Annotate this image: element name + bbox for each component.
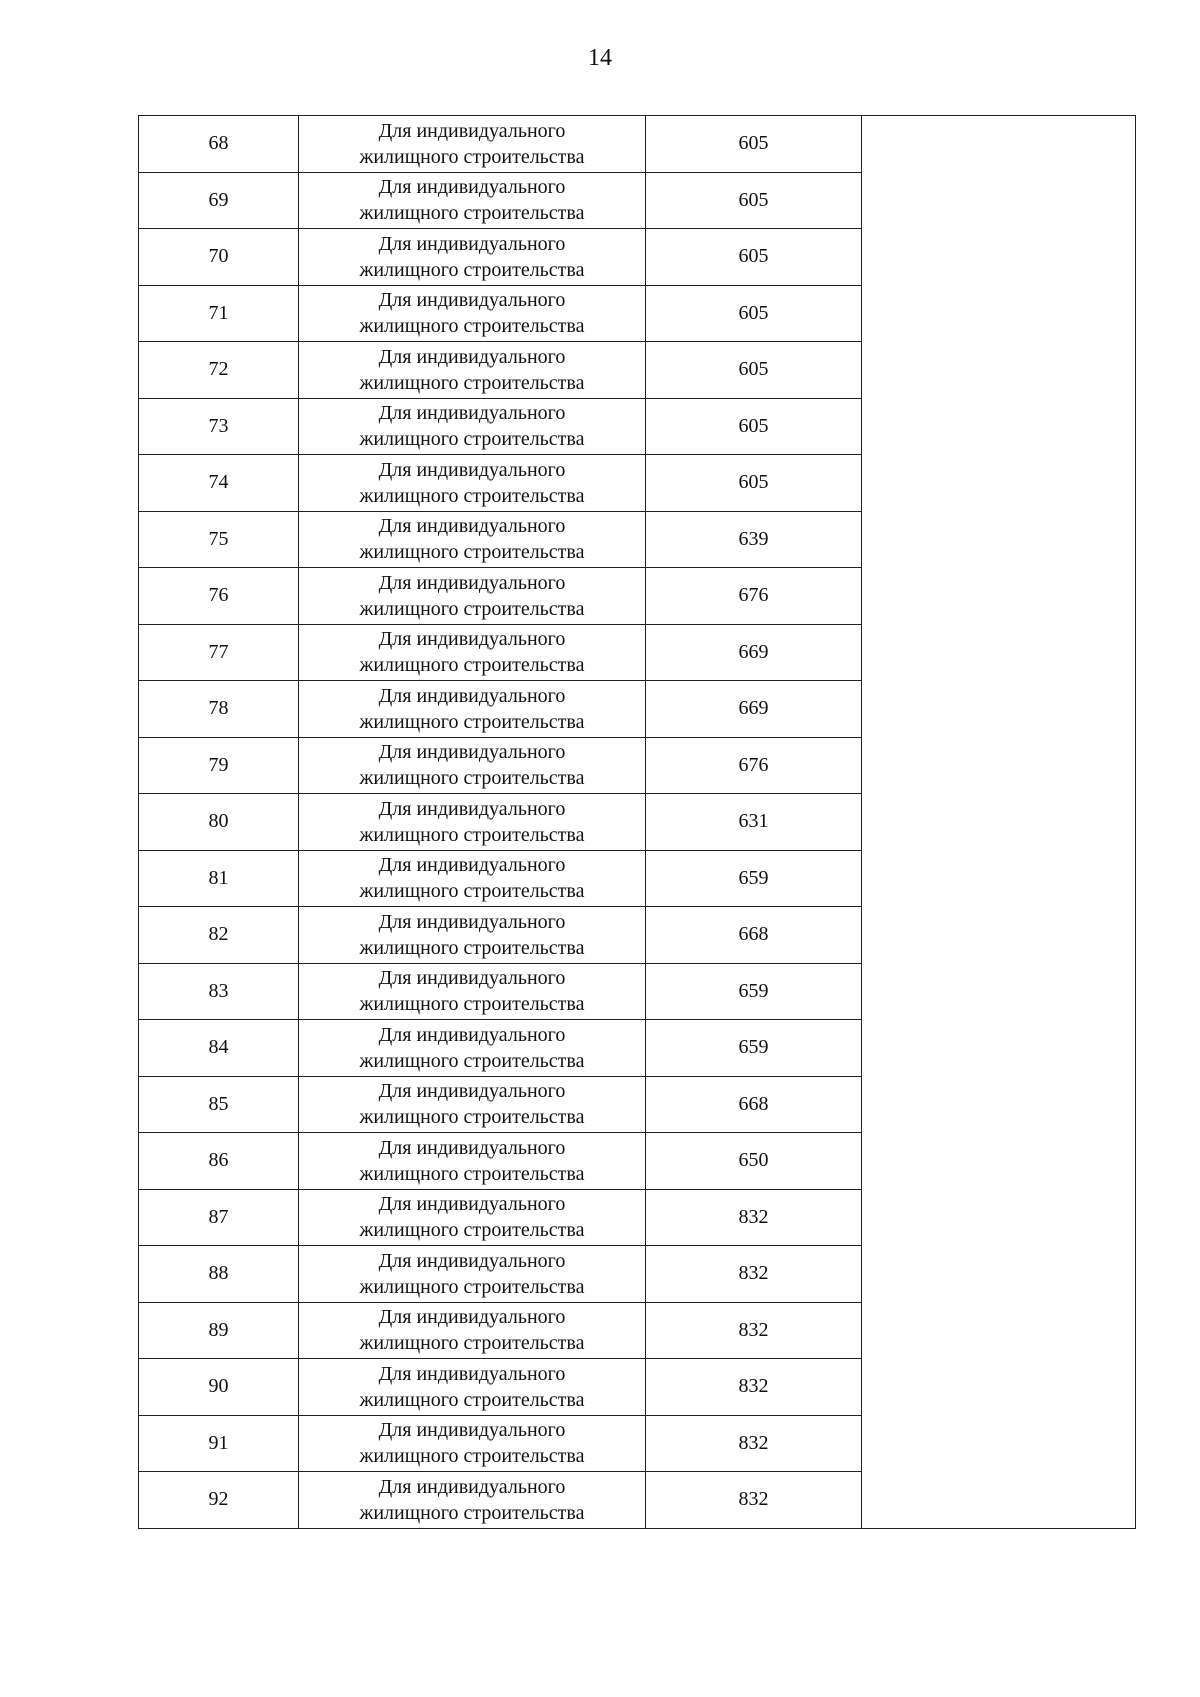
row-number-cell: 83: [139, 963, 299, 1020]
page-number: 14: [588, 45, 612, 71]
purpose-line-1: Для индивидуального: [378, 571, 566, 594]
purpose-line-1: Для индивидуального: [378, 1080, 566, 1103]
row-number-cell: 72: [139, 342, 299, 399]
purpose-line-1: Для индивидуального: [378, 1136, 566, 1159]
row-number-cell: 90: [139, 1359, 299, 1416]
area-cell: 605: [646, 229, 862, 286]
area-cell: 668: [646, 1076, 862, 1133]
purpose-cell: [299, 1359, 646, 1416]
purpose-cell: [299, 850, 646, 907]
area-cell: 605: [646, 455, 862, 512]
purpose-line-2: жилищного строительства: [359, 1162, 585, 1185]
purpose-line-1: Для индивидуального: [378, 1249, 566, 1272]
purpose-cell: [299, 1076, 646, 1133]
area-cell: 659: [646, 963, 862, 1020]
area-cell: 605: [646, 172, 862, 229]
row-number-cell: 70: [139, 229, 299, 286]
area-cell: 676: [646, 737, 862, 794]
land-plots-table: [138, 115, 1136, 1529]
purpose-line-1: Для индивидуального: [378, 967, 566, 990]
purpose-line-1: Для индивидуального: [378, 1362, 566, 1385]
purpose-cell: [299, 907, 646, 964]
area-cell: 605: [646, 342, 862, 399]
area-cell: 669: [646, 624, 862, 681]
purpose-line-1: Для индивидуального: [378, 119, 566, 142]
area-cell: 669: [646, 681, 862, 738]
area-cell: 659: [646, 1020, 862, 1077]
purpose-line-2: жилищного строительства: [359, 202, 585, 225]
purpose-line-2: жилищного строительства: [359, 371, 585, 394]
purpose-line-2: жилищного строительства: [359, 936, 585, 959]
purpose-line-1: Для индивидуального: [378, 458, 566, 481]
purpose-line-1: Для индивидуального: [378, 232, 566, 255]
row-number-cell: 86: [139, 1133, 299, 1190]
purpose-line-2: жилищного строительства: [359, 823, 585, 846]
area-cell: 605: [646, 285, 862, 342]
purpose-cell: [299, 1020, 646, 1077]
purpose-line-2: жилищного строительства: [359, 145, 585, 168]
purpose-line-1: Для индивидуального: [378, 910, 566, 933]
purpose-line-1: Для индивидуального: [378, 684, 566, 707]
purpose-line-1: Для индивидуального: [378, 289, 566, 312]
row-number-cell: 80: [139, 794, 299, 851]
row-number-cell: 82: [139, 907, 299, 964]
purpose-line-2: жилищного строительства: [359, 767, 585, 790]
purpose-line-1: Для индивидуального: [378, 402, 566, 425]
purpose-line-1: Для индивидуального: [378, 628, 566, 651]
purpose-line-2: жилищного строительства: [359, 1275, 585, 1298]
purpose-cell: [299, 681, 646, 738]
area-cell: 659: [646, 850, 862, 907]
area-cell: 832: [646, 1246, 862, 1303]
purpose-cell: [299, 568, 646, 625]
purpose-line-1: Для индивидуального: [378, 1193, 566, 1216]
row-number-cell: 92: [139, 1472, 299, 1529]
row-number-cell: 87: [139, 1189, 299, 1246]
purpose-cell: [299, 342, 646, 399]
area-cell: 832: [646, 1359, 862, 1416]
purpose-line-1: Для индивидуального: [378, 1475, 566, 1498]
purpose-cell: [299, 737, 646, 794]
row-number-cell: 78: [139, 681, 299, 738]
area-cell: 676: [646, 568, 862, 625]
area-cell: 605: [646, 116, 862, 173]
purpose-cell: [299, 172, 646, 229]
purpose-cell: [299, 1302, 646, 1359]
purpose-line-2: жилищного строительства: [359, 1219, 585, 1242]
row-number-cell: 68: [139, 116, 299, 173]
purpose-cell: [299, 1189, 646, 1246]
area-cell: 605: [646, 398, 862, 455]
purpose-cell: [299, 624, 646, 681]
purpose-line-2: жилищного строительства: [359, 1501, 585, 1524]
row-number-cell: 74: [139, 455, 299, 512]
purpose-line-1: Для индивидуального: [378, 1023, 566, 1046]
purpose-line-2: жилищного строительства: [359, 1106, 585, 1129]
purpose-line-1: Для индивидуального: [378, 1306, 566, 1329]
purpose-line-2: жилищного строительства: [359, 1049, 585, 1072]
purpose-line-2: жилищного строительства: [359, 1332, 585, 1355]
row-number-cell: 79: [139, 737, 299, 794]
table-row: [139, 116, 1136, 173]
purpose-line-2: жилищного строительства: [359, 258, 585, 281]
purpose-line-2: жилищного строительства: [359, 541, 585, 564]
purpose-line-1: Для индивидуального: [378, 1419, 566, 1442]
row-number-cell: 81: [139, 850, 299, 907]
row-number-cell: 84: [139, 1020, 299, 1077]
purpose-line-2: жилищного строительства: [359, 428, 585, 451]
row-number-cell: 91: [139, 1415, 299, 1472]
purpose-line-1: Для индивидуального: [378, 741, 566, 764]
purpose-cell: [299, 285, 646, 342]
area-cell: 832: [646, 1472, 862, 1529]
purpose-cell: [299, 511, 646, 568]
merged-empty-cell: [862, 116, 1136, 1529]
row-number-cell: 89: [139, 1302, 299, 1359]
area-cell: 631: [646, 794, 862, 851]
row-number-cell: 73: [139, 398, 299, 455]
area-cell: 639: [646, 511, 862, 568]
purpose-line-2: жилищного строительства: [359, 315, 585, 338]
row-number-cell: 76: [139, 568, 299, 625]
row-number-cell: 71: [139, 285, 299, 342]
purpose-line-1: Для индивидуального: [378, 345, 566, 368]
purpose-cell: [299, 229, 646, 286]
purpose-line-2: жилищного строительства: [359, 484, 585, 507]
area-cell: 832: [646, 1415, 862, 1472]
purpose-line-2: жилищного строительства: [359, 710, 585, 733]
purpose-line-2: жилищного строительства: [359, 993, 585, 1016]
area-cell: 832: [646, 1189, 862, 1246]
purpose-line-2: жилищного строительства: [359, 1388, 585, 1411]
purpose-cell: [299, 1133, 646, 1190]
row-number-cell: 69: [139, 172, 299, 229]
purpose-cell: [299, 455, 646, 512]
area-cell: 832: [646, 1302, 862, 1359]
purpose-line-2: жилищного строительства: [359, 880, 585, 903]
area-cell: 668: [646, 907, 862, 964]
row-number-cell: 88: [139, 1246, 299, 1303]
row-number-cell: 75: [139, 511, 299, 568]
purpose-cell: [299, 963, 646, 1020]
table-body: [139, 116, 1136, 1529]
purpose-cell: [299, 1246, 646, 1303]
purpose-line-2: жилищного строительства: [359, 654, 585, 677]
purpose-line-1: Для индивидуального: [378, 176, 566, 199]
purpose-line-1: Для индивидуального: [378, 797, 566, 820]
area-cell: 650: [646, 1133, 862, 1190]
purpose-cell: [299, 1415, 646, 1472]
purpose-line-2: жилищного строительства: [359, 1445, 585, 1468]
purpose-line-1: Для индивидуального: [378, 515, 566, 538]
purpose-line-2: жилищного строительства: [359, 597, 585, 620]
purpose-cell: [299, 1472, 646, 1529]
purpose-cell: [299, 794, 646, 851]
row-number-cell: 77: [139, 624, 299, 681]
purpose-cell: [299, 116, 646, 173]
purpose-cell: [299, 398, 646, 455]
row-number-cell: 85: [139, 1076, 299, 1133]
purpose-line-1: Для индивидуального: [378, 854, 566, 877]
